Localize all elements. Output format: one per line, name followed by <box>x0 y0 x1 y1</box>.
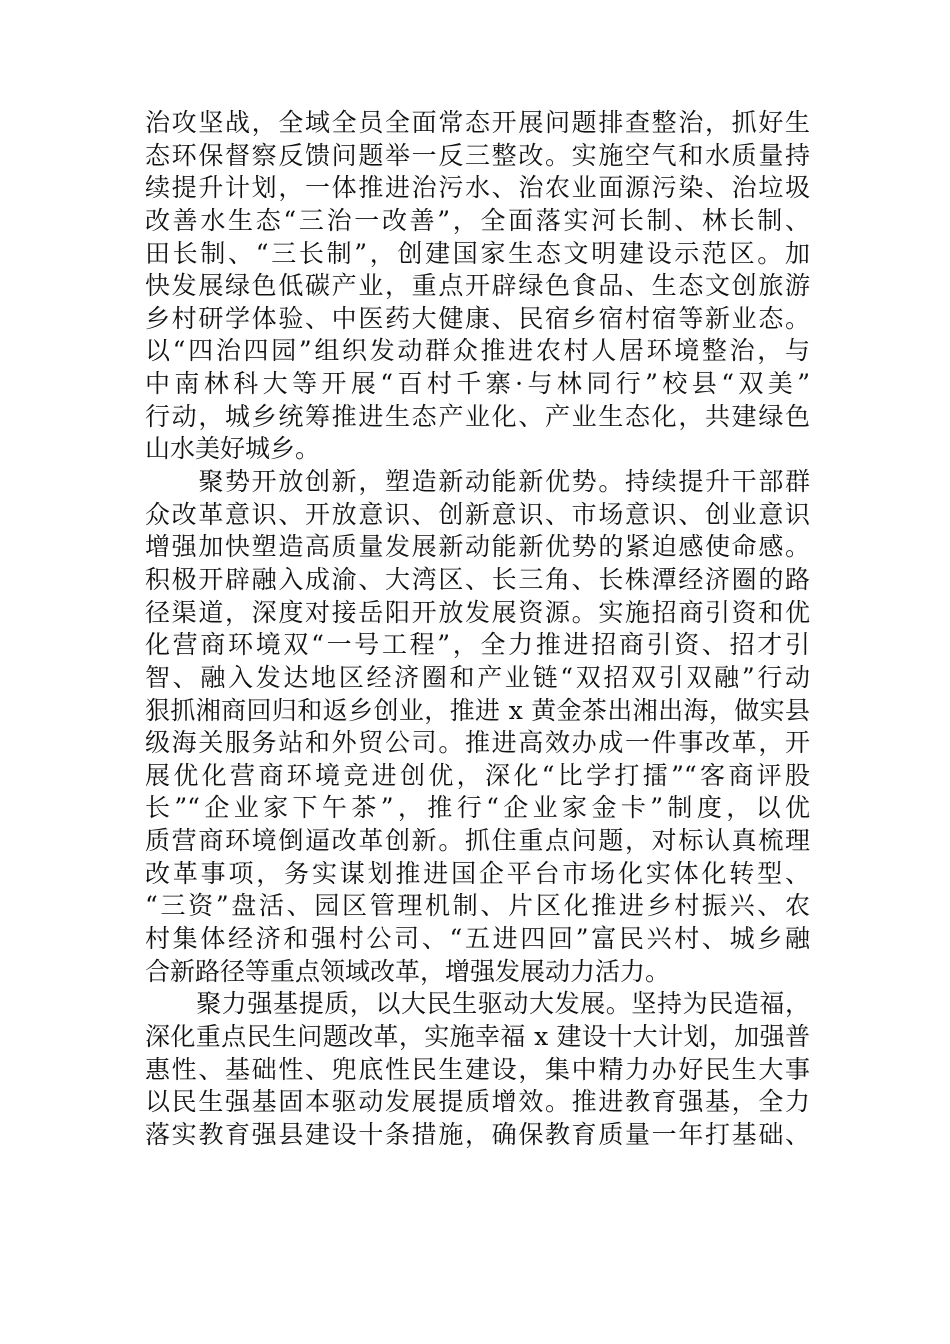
text-line: 积极开辟融入成渝、大湾区、长三角、长株潭经济圈的路 <box>145 564 810 594</box>
text-line: 中南林科大等开展“百村千寨·与林同行”校县“双美” <box>145 369 810 399</box>
text-line: 乡村研学体验、中医药大健康、民宿乡宿村宿等新业态。 <box>145 303 810 333</box>
body-text <box>145 107 810 1152</box>
text-line: 狠抓湘商回归和返乡创业，推进 x 黄金茶出湘出海，做实县 <box>145 695 810 725</box>
text-line: 聚力强基提质，以大民生驱动大发展。坚持为民造福， <box>145 989 810 1019</box>
text-line: 态环保督察反馈问题举一反三整改。实施空气和水质量持 <box>145 140 810 170</box>
text-line: 快发展绿色低碳产业，重点开辟绿色食品、生态文创旅游 <box>145 271 810 301</box>
text-line: 级海关服务站和外贸公司。推进高效办成一件事改革，开 <box>145 728 810 758</box>
text-line: 展优化营商环境竞进创优，深化“比学打擂”“客商评股 <box>145 760 810 790</box>
text-line: 以民生强基固本驱动发展提质增效。推进教育强基，全力 <box>145 1087 810 1117</box>
text-line: 聚势开放创新，塑造新动能新优势。持续提升干部群 <box>145 467 810 497</box>
text-line: 以“四治四园”组织发动群众推进农村人居环境整治，与 <box>145 336 810 366</box>
text-line: 行动，城乡统筹推进生态产业化、产业生态化，共建绿色 <box>145 401 810 431</box>
text-line: 质营商环境倒逼改革创新。抓住重点问题，对标认真梳理 <box>145 826 810 856</box>
text-line: 治攻坚战，全域全员全面常态开展问题排查整治，抓好生 <box>145 108 810 137</box>
text-line: 长”“企业家下午茶”，推行“企业家金卡”制度，以优 <box>145 793 810 823</box>
text-line: 智、融入发达地区经济圈和产业链“双招双引双融”行动 <box>145 662 810 692</box>
text-line: 落实教育强县建设十条措施，确保教育质量一年打基础、 <box>145 1119 810 1149</box>
text-line: 合新路径等重点领域改革，增强发展动力活力。 <box>145 956 671 986</box>
text-line: 化营商环境双“一号工程”，全力推进招商引资、招才引 <box>145 630 810 660</box>
text-line: 改革事项，务实谋划推进国企平台市场化实体化转型、 <box>145 858 810 888</box>
text-line: 众改革意识、开放意识、创新意识、市场意识、创业意识 <box>145 499 810 529</box>
text-line: “三资”盘活、园区管理机制、片区化推进乡村振兴、农 <box>145 891 810 921</box>
text-line: 改善水生态“三治一改善”，全面落实河长制、林长制、 <box>145 205 810 235</box>
text-line: 续提升计划，一体推进治污水、治农业面源污染、治垃圾 <box>145 173 810 203</box>
text-line: 村集体经济和强村公司、“五进四回”富民兴村、城乡融 <box>145 924 810 954</box>
text-line: 增强加快塑造高质量发展新动能新优势的紧迫感使命感。 <box>145 532 810 562</box>
text-line: 径渠道，深度对接岳阳开放发展资源。实施招商引资和优 <box>145 597 810 627</box>
text-line: 山水美好城乡。 <box>145 434 321 464</box>
text-line: 田长制、“三长制”，创建国家生态文明建设示范区。加 <box>145 238 810 268</box>
text-line: 深化重点民生问题改革，实施幸福 x 建设十大计划，加强普 <box>145 1021 810 1051</box>
text-line: 惠性、基础性、兜底性民生建设，集中精力办好民生大事 <box>145 1054 810 1084</box>
